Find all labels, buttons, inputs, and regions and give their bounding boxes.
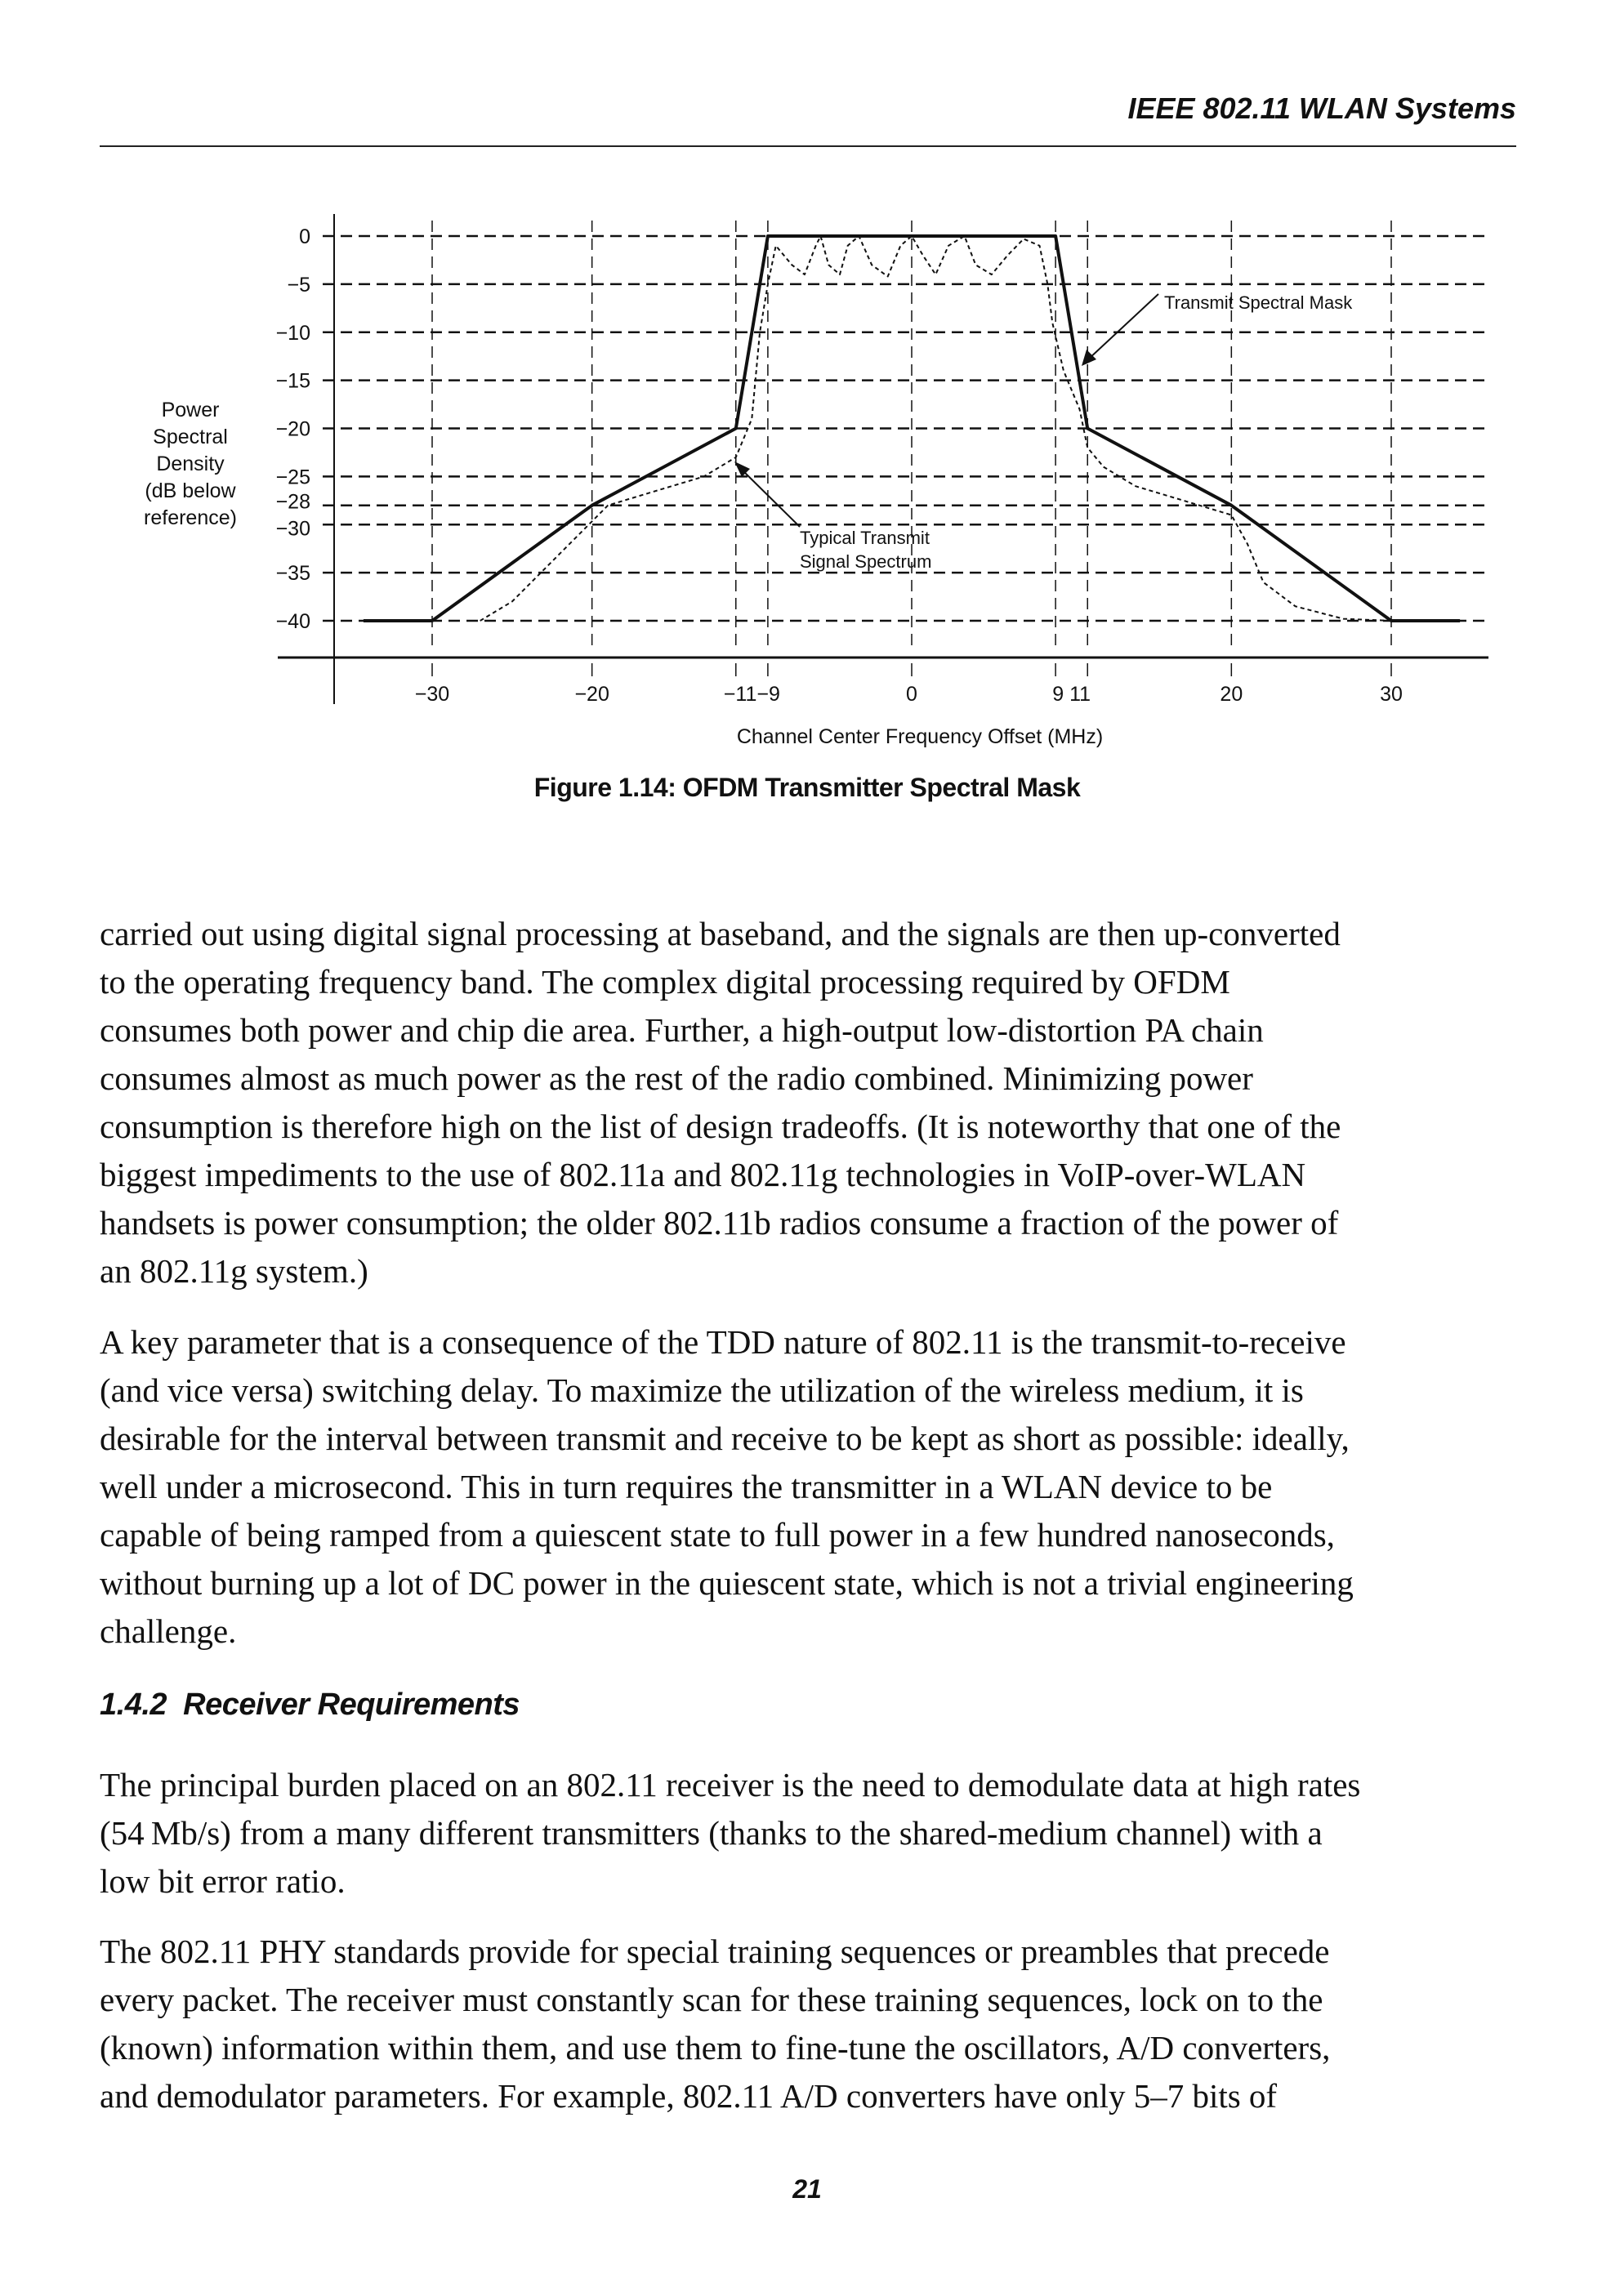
- text-line: every packet. The receiver must constantly scan for these training sequences, lock on to the: [100, 1981, 1323, 2018]
- y-tick-label: −40: [275, 610, 310, 633]
- running-header: IEEE 802.11 WLAN Systems: [1127, 91, 1516, 125]
- text-line: an 802.11g system.): [100, 1252, 368, 1290]
- text-line: consumes both power and chip die area. Further, a high-output low-distortion PA chain: [100, 1011, 1264, 1049]
- text-line: (known) information within them, and use them to fine-tune the oscillators, A/D converters,: [100, 2029, 1331, 2066]
- y-tick-label: −10: [275, 321, 310, 345]
- y-axis-label-line: Spectral: [153, 426, 228, 448]
- spectrum-annotation-line: Signal Spectrum: [800, 551, 932, 572]
- paragraph-4: [100, 1928, 1537, 2120]
- x-tick-label: −30: [414, 683, 450, 706]
- x-axis-label: Channel Center Frequency Offset (MHz): [736, 725, 1104, 748]
- text-line: consumes almost as much power as the rest of the radio combined. Minimizing power: [100, 1059, 1253, 1097]
- y-tick-label: −15: [275, 369, 310, 393]
- spectral-mask-chart: [0, 196, 1611, 768]
- y-axis-label-line: (dB below: [145, 479, 236, 502]
- text-line: (54 Mb/s) from a many different transmitters (thanks to the shared-medium channel) with a: [100, 1814, 1323, 1852]
- text-line: handsets is power consumption; the older 802.11b radios consume a fraction of the power of: [100, 1204, 1339, 1242]
- text-line: carried out using digital signal processing at baseband, and the signals are then up-converted: [100, 915, 1341, 952]
- mask-arrow: [1088, 294, 1158, 359]
- text-line: A key parameter that is a consequence of the TDD nature of 802.11 is the transmit-to-receive: [100, 1323, 1346, 1361]
- section-heading: 1.4.2 Receiver Requirements: [100, 1687, 520, 1722]
- x-tick-label: 0: [906, 683, 917, 706]
- text-line: and demodulator parameters. For example, 802.11 A/D converters have only 5–7 bits of: [100, 2077, 1278, 2115]
- text-line: challenge.: [100, 1612, 237, 1650]
- y-axis-label-line: reference): [144, 506, 237, 529]
- paragraph-3: [100, 1761, 1537, 1906]
- x-tick-label: −20: [574, 683, 609, 706]
- arrowhead-icon: [1082, 350, 1096, 366]
- x-tick-label: 20: [1220, 683, 1243, 706]
- text-line: to the operating frequency band. The complex digital processing required by OFDM: [100, 963, 1230, 1001]
- y-tick-label: −20: [275, 417, 310, 441]
- x-tick-label: −11−9: [723, 683, 780, 706]
- x-tick-label: 9 11: [1052, 683, 1091, 706]
- text-line: consumption is therefore high on the list of design tradeoffs. (It is noteworthy that one of the: [100, 1108, 1341, 1145]
- page-number: 21: [792, 2174, 822, 2204]
- y-tick-label: −28: [275, 490, 310, 514]
- text-line: biggest impediments to the use of 802.11a and 802.11g technologies in VoIP-over-WLAN: [100, 1156, 1306, 1193]
- paragraph-1: [100, 910, 1537, 1295]
- y-axis-label-line: Power: [161, 399, 220, 421]
- y-tick-label: −35: [275, 562, 310, 586]
- text-line: desirable for the interval between transmit and receive to be kept as short as possible: ideally,: [100, 1420, 1350, 1457]
- x-tick-label: 30: [1380, 683, 1403, 706]
- text-line: low bit error ratio.: [100, 1862, 346, 1900]
- y-tick-label: −5: [287, 273, 310, 296]
- spectrum-annotation-line: Typical Transmit: [800, 528, 930, 548]
- text-line: The principal burden placed on an 802.11 receiver is the need to demodulate data at high rates: [100, 1766, 1361, 1803]
- figure-caption: Figure 1.14: OFDM Transmitter Spectral Mask: [533, 773, 1081, 802]
- y-tick-label: −25: [275, 466, 310, 489]
- y-tick-label: 0: [299, 225, 310, 248]
- header-rule: [100, 145, 1516, 147]
- text-line: without burning up a lot of DC power in the quiescent state, which is not a trivial engineering: [100, 1564, 1354, 1602]
- y-tick-label: −30: [275, 517, 310, 541]
- text-line: capable of being ramped from a quiescent state to full power in a few hundred nanoseconds,: [100, 1516, 1335, 1554]
- text-line: well under a microsecond. This in turn requires the transmitter in a WLAN device to be: [100, 1468, 1273, 1505]
- paragraph-2: [100, 1318, 1537, 1656]
- text-line: (and vice versa) switching delay. To maximize the utilization of the wireless medium, it is: [100, 1371, 1304, 1409]
- y-axis-label-line: Density: [156, 453, 225, 475]
- text-line: The 802.11 PHY standards provide for special training sequences or preambles that precede: [100, 1933, 1330, 1970]
- mask-annotation: Transmit Spectral Mask: [1164, 292, 1353, 313]
